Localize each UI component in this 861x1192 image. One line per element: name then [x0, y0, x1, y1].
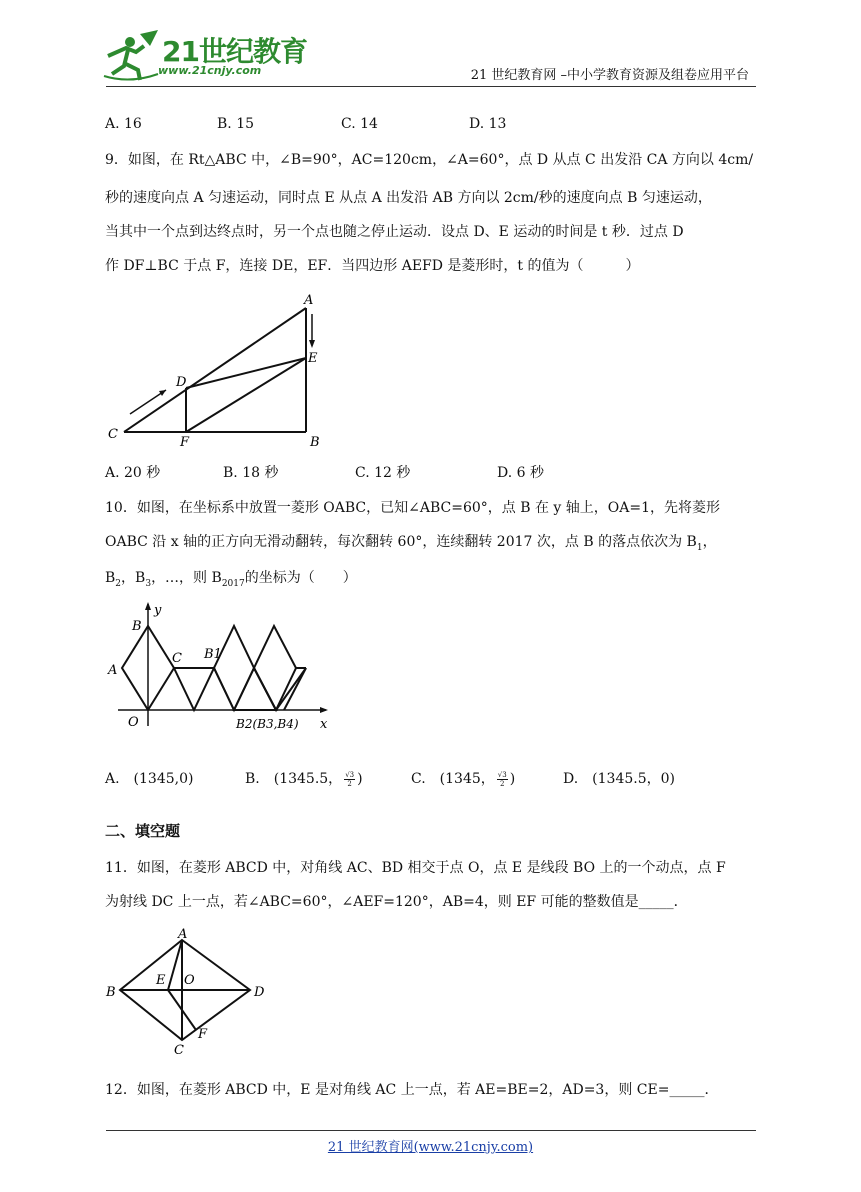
q9-text-line4: 作 DF⊥BC 于点 F，连接 DE，EF．当四边形 AEFD 是菱形时，t 的值为（ ） — [105, 258, 640, 274]
q9-text-line1: 9．如图，在 Rt△ABC 中，∠B=90°，AC=120cm，∠A=60°，点 D 从点 C 出发沿 CA 方向以 4cm/ — [105, 152, 754, 168]
footer-link[interactable]: 21 世纪教育网(www.21cnjy.com) — [327, 1140, 534, 1155]
q11-label-b: B — [106, 985, 116, 1000]
q10-figure — [104, 600, 344, 740]
q11-label-e: E — [156, 973, 166, 988]
logo-url: www.21cnjy.com — [158, 64, 262, 77]
q10-label-o: O — [128, 715, 139, 730]
q9-label-b: B — [310, 435, 320, 450]
q10-label-b2: B2(B3,B4) — [236, 717, 299, 731]
q11-text-line2: 为射线 DC 上一点，若∠ABC=60°，∠AEF=120°，AB=4，则 EF 可能的整数值是_____． — [105, 894, 688, 910]
q10-option-c[interactable]: C. (1345， $\frac{√3}{2}$ ) — [411, 770, 516, 788]
q10-label-y: y — [154, 603, 162, 618]
q10-label-a: A — [108, 663, 118, 678]
q10-text-line1: 10．如图，在坐标系中放置一菱形 OABC，已知∠ABC=60°，点 B 在 y 轴上，OA=1，先将菱形 — [105, 500, 720, 516]
q8-option-d[interactable]: D. 13 — [469, 116, 507, 132]
q10-text-line2: OABC 沿 x 轴的正方向无滑动翻转，每次翻转 60°，连续翻转 2017 次，点 B 的落点依次为 $B_1$， — [105, 534, 717, 553]
q10-label-b1: B1 — [204, 647, 222, 662]
q9-label-e: E — [308, 351, 318, 366]
q8-option-c[interactable]: C. 14 — [341, 116, 378, 132]
q9-option-a[interactable]: A. 20 秒 — [105, 465, 161, 481]
q9-label-c: C — [108, 427, 118, 442]
q9-label-f: F — [180, 435, 190, 450]
q10-label-b: B — [132, 619, 142, 634]
q11-text-line1: 11．如图，在菱形 ABCD 中，对角线 AC、BD 相交于点 O，点 E 是线段 BO 上的一个动点，点 F — [105, 860, 726, 876]
q10-options — [105, 768, 755, 790]
q9-option-c[interactable]: C. 12 秒 — [355, 465, 411, 481]
q9-option-d[interactable]: D. 6 秒 — [497, 465, 544, 481]
q10-option-a[interactable]: A. (1345,0) — [105, 771, 194, 787]
q9-text-line3: 当其中一个点到达终点时，另一个点也随之停止运动．设点 D、E 运动的时间是 t 秒．过点 D — [105, 224, 684, 240]
q8-options — [105, 116, 755, 136]
q9-options — [105, 462, 755, 482]
q11-label-o: O — [184, 973, 195, 988]
q11-label-a: A — [178, 927, 188, 942]
q11-label-d: D — [254, 985, 265, 1000]
q9-option-b[interactable]: B. 18 秒 — [223, 465, 279, 481]
q9-label-a: A — [304, 293, 314, 308]
q10-text-line3: $B_2$，$B_3$，…，则 $B_{2017}$的坐标为（ ） — [105, 570, 357, 589]
q10-label-c: C — [172, 651, 182, 666]
logo-text: 21世纪教育 — [162, 35, 307, 68]
site-name: 21 世纪教育网 –中小学教育资源及组卷应用平台 — [470, 68, 749, 83]
footer-divider — [106, 1130, 756, 1131]
q11-figure — [104, 926, 270, 1054]
q9-figure — [104, 290, 334, 450]
q11-label-c: C — [174, 1043, 184, 1054]
q9-label-d: D — [176, 375, 187, 390]
q10-option-d[interactable]: D. (1345.5，0) — [563, 771, 675, 787]
q10-label-x: x — [320, 717, 328, 732]
q9-text-line2: 秒的速度向点 A 匀速运动，同时点 E 从点 A 出发沿 AB 方向以 2cm/秒的速度向点 B 匀速运动， — [105, 190, 712, 206]
header-divider — [106, 86, 756, 87]
q8-option-b[interactable]: B. 15 — [217, 116, 255, 132]
q8-option-a[interactable]: A. 16 — [105, 116, 142, 132]
q10-option-b[interactable]: B. (1345.5， $\frac{√3}{2}$ ) — [245, 770, 363, 788]
q12-text-line1: 12．如图，在菱形 ABCD 中，E 是对角线 AC 上一点，若 AE=BE=2，AD=3，则 CE=_____． — [105, 1082, 719, 1098]
q11-label-f: F — [198, 1027, 208, 1042]
runner-logo-icon — [100, 28, 160, 88]
section-title-fill-in: 二、填空题 — [105, 822, 181, 840]
